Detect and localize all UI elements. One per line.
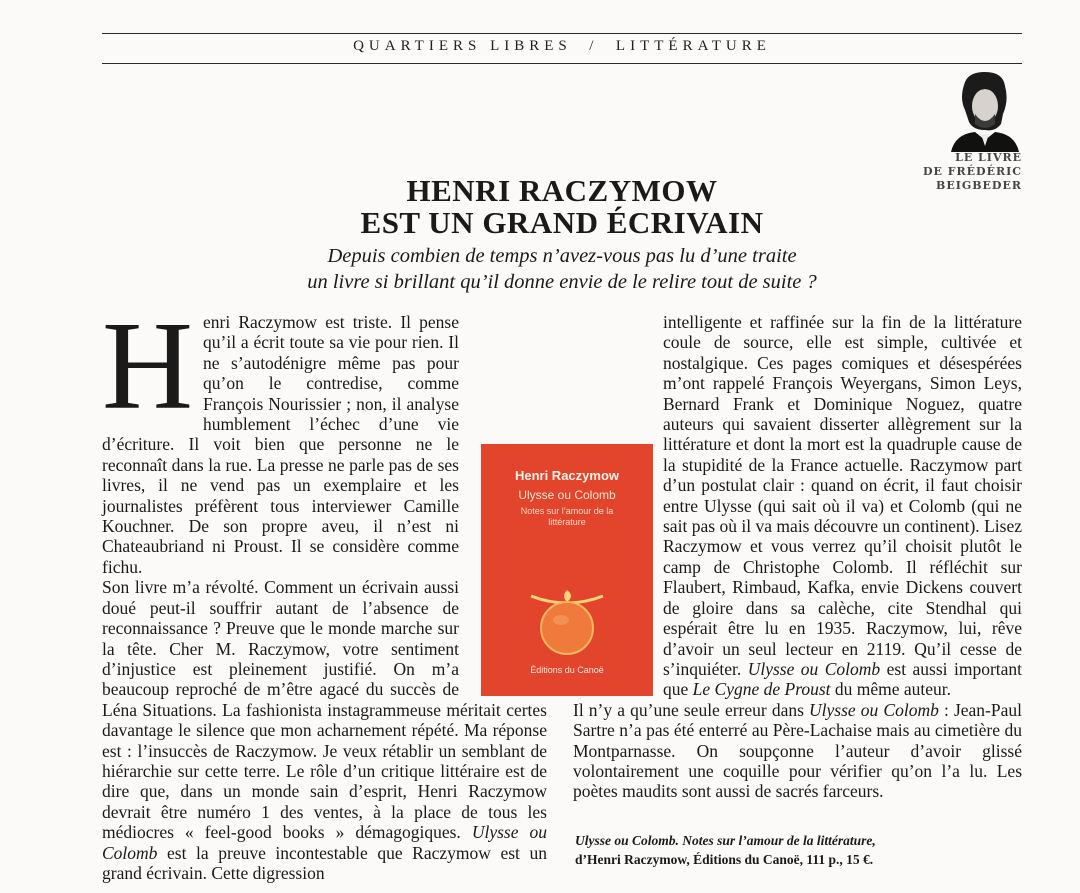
- book-cover: [481, 444, 653, 696]
- book-title-ref: Le Cygne de Proust: [692, 679, 831, 700]
- credit-details: d’Henri Raczymow, Éditions du Canoë, 111 p., 15 €.: [575, 852, 874, 867]
- book-cover-title: Ulysse ou Colomb: [518, 488, 616, 502]
- byline-line: LE LIVRE: [955, 151, 1022, 164]
- book-title-ref: Ulysse ou Colomb: [102, 822, 547, 863]
- section-rubric: QUARTIERS LIBRES / LITTÉRATURE: [353, 38, 771, 54]
- paragraph: intelligente et raffinée sur la fin de la littérature coule de source, elle est simple, cultivée et nostalgique. Ces pages comiques et désespérées m’ont rappelé François Weyergans, Simon Leys, Bernard Frank et Dominique Noguez, quatre auteurs qui savaient disserter allègrement sur la littérature et dont la mort est la quadruple cause de la stupidité de la France actuelle. Raczymow part d’un postulat clair : quand on écrit, il faut choisir entre Ulysse (qui sait où il va) et Colomb (qui ne sait pas où il va mais découvre un continent). Lisez Raczymow et vous verrez qu’il choisit plutôt le camp de Christophe Colomb. Il réfléchit sur Flaubert, Rimbaud, Kafka, envie Dickens couvert de gloire dans sa calèche, cite Stendhal qui espérait être lu en 1935. Raczymow, lui, rêve d’avoir un seul lecteur en 2119. Qu’il cesse de s’inquiéter. Ulysse ou Colomb est aussi important que Le Cygne de Proust du même auteur.: [663, 312, 1023, 700]
- deck-line-2: un livre si brillant qu’il donne envie de le relire tout de suite ?: [307, 271, 817, 293]
- book-cover-publisher: Éditions du Canoë: [530, 665, 604, 675]
- orange-illustration: [527, 588, 607, 658]
- drop-cap: H: [102, 297, 193, 436]
- paragraph: Il n’y a qu’une seule erreur dans Ulysse ou Colomb : Jean-Paul Sartre n’a pas été enterré au Père-Lachaise mais au cimetière du Montparnasse. On soupçonne l’auteur d’avoir glissé volontairement une coquille pour vérifier qu’on l’a lu. Les poètes maudits sont aussi de sacrés farceurs.: [573, 699, 1023, 802]
- book-title-ref: Ulysse ou Colomb: [809, 699, 939, 720]
- book-cover-subtitle: Notes sur l’amour de la littérature: [520, 506, 614, 527]
- header-rule-bottom: [102, 63, 1022, 64]
- headline-line-1: HENRI RACZYMOW: [406, 173, 718, 208]
- byline-line: BEIGBEDER: [936, 179, 1022, 192]
- deck-line-1: Depuis combien de temps n’avez-vous pas lu d’une traite: [327, 245, 797, 267]
- article-headline: [102, 175, 1022, 239]
- article-deck: [102, 243, 1022, 295]
- byline-line: DE FRÉDÉRIC: [922, 165, 1022, 178]
- book-title-ref: Ulysse ou Colomb: [747, 658, 881, 679]
- paragraph: enri Raczymow est triste. Il pense qu’il a écrit toute sa vie pour rien. Il ne s’autodénigre même pas pour qu’on le contredise, comme François Nourissier ; non, il analyse humblement l’échec d’une vie d’écriture. Il voit bien que personne ne le reconnaît dans la rue. La presse ne parle pas de ses livres, il ne vend pas un exemplaire et les journalistes préfèrent tous interviewer Camille Kouchner. De son propre aveu, il n’est ni Chateaubriand ni Proust. Il se considère comme fichu.: [102, 312, 459, 577]
- headline-line-2: EST UN GRAND ÉCRIVAIN: [360, 205, 764, 240]
- paragraph: Son livre m’a révolté. Comment un écrivain aussi doué peut-il souffrir autant de l’absence de reconnaissance ? Preuve que le monde marche sur la tête. Cher M. Raczymow, votre sentiment d’injustice est pleinement justifié. On m’a beaucoup reproché de m’être agacé du succès de Léna Situations. La fashionista instagrammeuse méritait certes davantage le silence que mon acharnement répété. Ma réponse est : l’insuccès de Raczymow. Je veux rétablir un semblant de hiérarchie sur cette terre. Le rôle d’un critique littéraire est de dire que, dans un monde sain d’esprit, Henri Raczymow devrait être numéro 1 des ventes, à la place de tous les médiocres « feel-good books » démagogiques. Ulysse ou Colomb est la preuve incontestable que Raczymow est un grand écrivain. Cette digression: [102, 577, 547, 883]
- credit-title: Ulysse ou Colomb. Notes sur l’amour de la littérature,: [575, 833, 876, 848]
- author-portrait: [945, 70, 1023, 152]
- book-credit: [575, 831, 1022, 869]
- header-rule-top: [102, 33, 1022, 34]
- book-cover-author: Henri Raczymow: [514, 468, 620, 483]
